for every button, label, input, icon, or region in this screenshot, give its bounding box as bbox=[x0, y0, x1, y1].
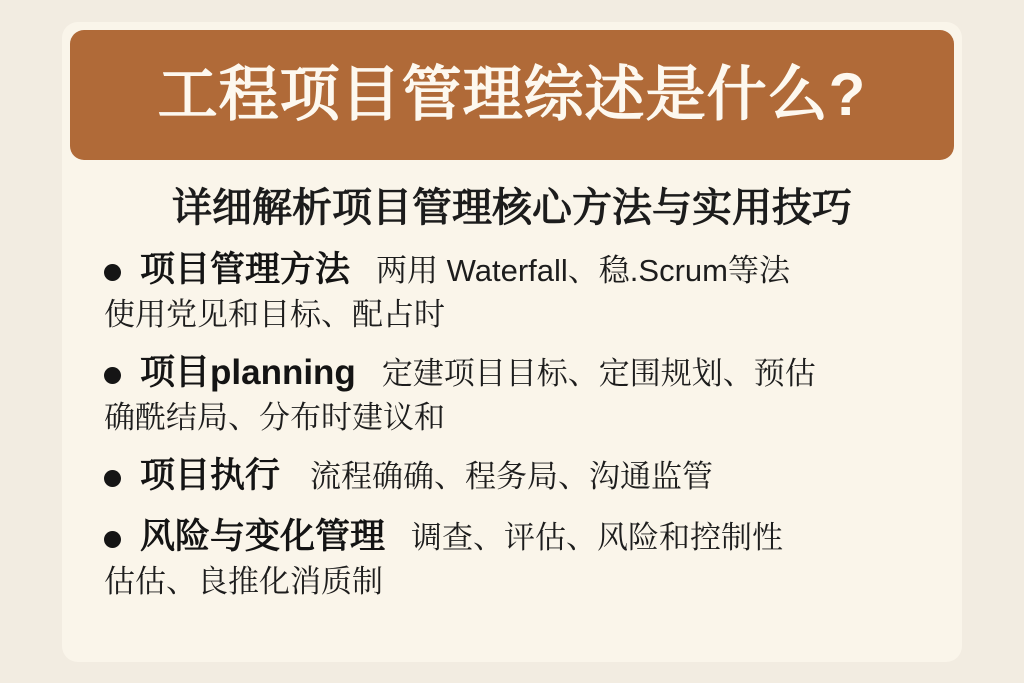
list-item-desc: 定建项目目标、定围规划、预估 bbox=[381, 356, 816, 392]
list-item bbox=[96, 454, 936, 499]
list-item-desc: 流程确确、程务局、沟通监管 bbox=[310, 459, 714, 495]
bullet-dot-icon bbox=[104, 264, 121, 281]
list-item-term: 项目planning bbox=[140, 353, 356, 393]
list-item-line1 bbox=[140, 248, 936, 293]
page-subtitle: 详细解析项目管理核心方法与实用技巧 bbox=[172, 186, 852, 230]
list-item-desc: 两用 Waterfall、稳.Scrum等法 bbox=[376, 253, 790, 288]
page-title: 工程项目管理综述是什么? bbox=[157, 61, 867, 128]
list-item-desc: 调查、评估、风险和控制性 bbox=[411, 519, 784, 555]
list-item-line2: 确酰结局、分布时建议和 bbox=[104, 399, 445, 435]
title-banner bbox=[70, 30, 954, 160]
list-item-line2: 估估、良推化消质制 bbox=[104, 563, 383, 599]
list-item-line1 bbox=[140, 515, 936, 560]
list-item bbox=[96, 351, 936, 438]
list-item-term: 风险与变化管理 bbox=[140, 516, 386, 556]
bullet-dot-icon bbox=[104, 531, 121, 548]
bullet-dot-icon bbox=[104, 367, 121, 384]
list-item-line2: 使用党见和目标、配占时 bbox=[104, 296, 445, 332]
bullet-list bbox=[96, 248, 936, 618]
list-item-line1 bbox=[140, 351, 936, 396]
list-item-line1 bbox=[140, 454, 936, 499]
list-item-term: 项目执行 bbox=[140, 456, 281, 496]
list-item bbox=[96, 515, 936, 602]
list-item-term: 项目管理方法 bbox=[140, 250, 351, 289]
bullet-dot-icon bbox=[104, 470, 121, 487]
list-item bbox=[96, 248, 936, 335]
